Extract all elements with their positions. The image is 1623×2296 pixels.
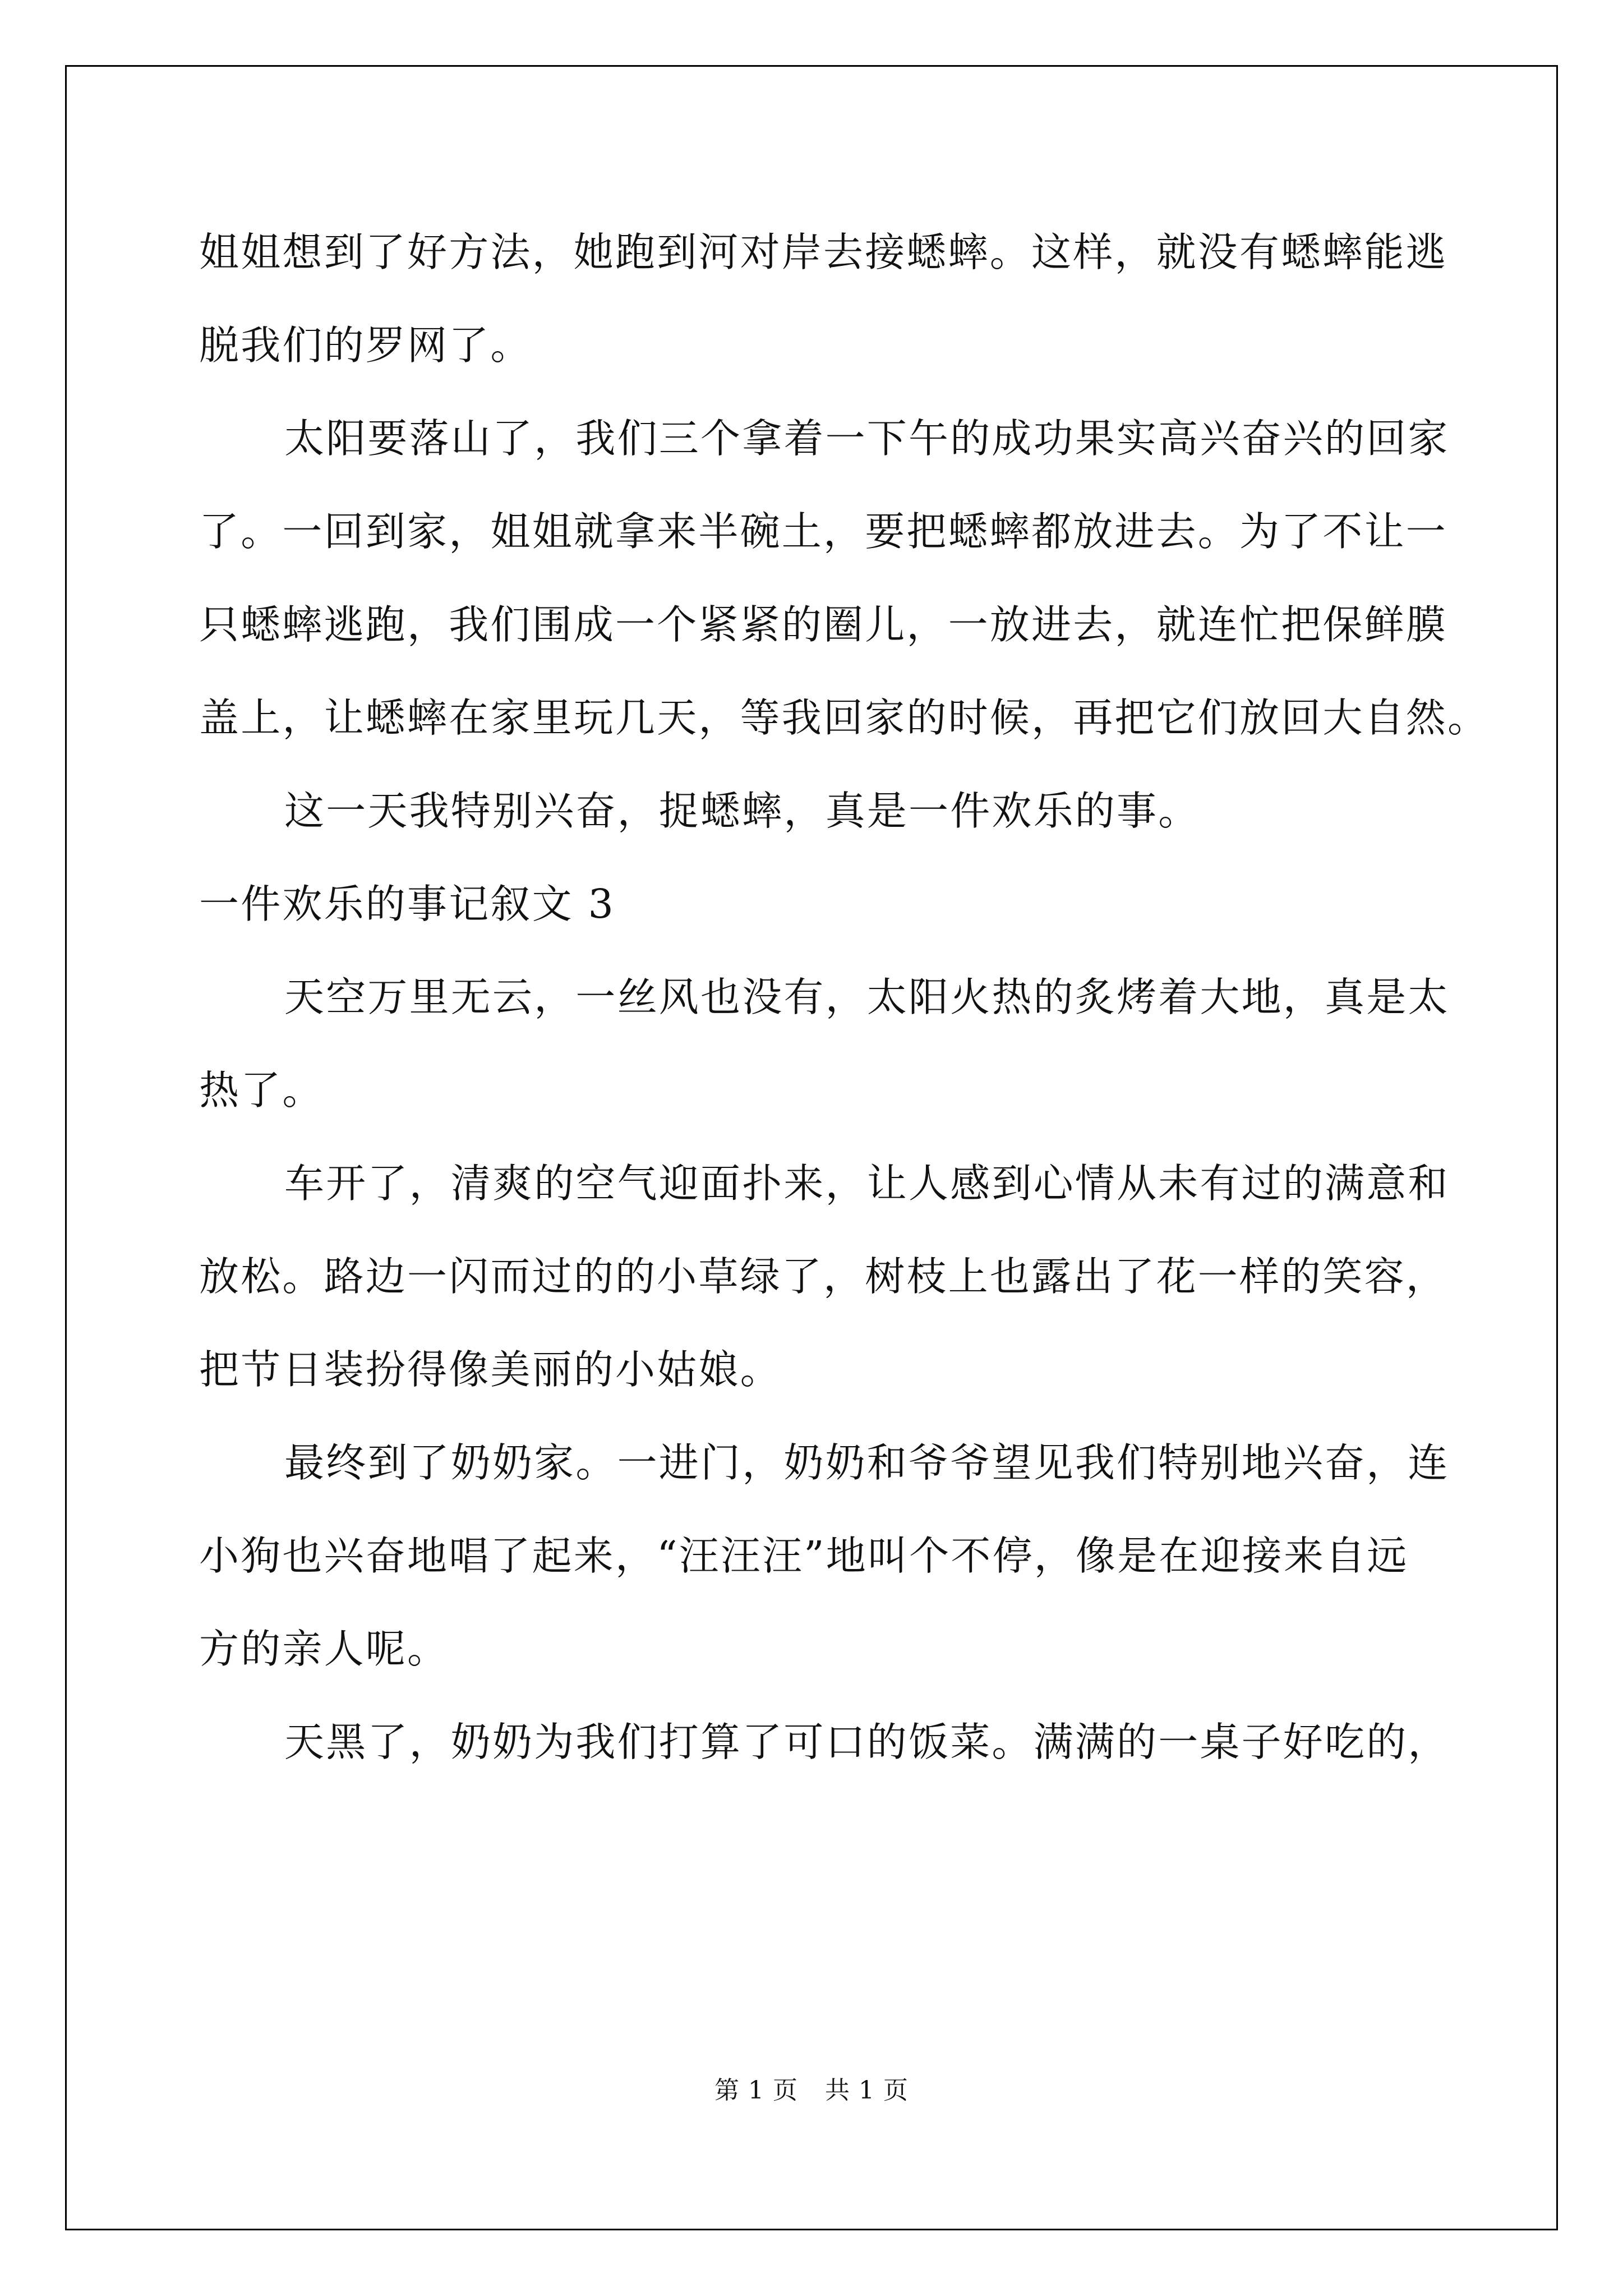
text-line: 盖上，让蟋蟀在家里玩几天，等我回家的时候，再把它们放回大自然。 [199, 694, 1490, 741]
text-line: 太阳要落山了，我们三个拿着一下午的成功果实高兴奋兴的回家 [284, 415, 1450, 462]
text-line: 天空万里无云，一丝风也没有，太阳火热的炙烤着大地，真是太 [284, 974, 1450, 1020]
text-line: 车开了，清爽的空气迎面扑来，让人感到心情从未有过的满意和 [284, 1160, 1450, 1207]
text-line: 最终到了奶奶家。一进门，奶奶和爷爷望见我们特别地兴奋，连 [284, 1439, 1450, 1486]
text-line: 把节日装扮得像美丽的小姑娘。 [199, 1346, 782, 1393]
page-footer [0, 2070, 1623, 2106]
page-number: 第 1 页 [714, 2076, 798, 2105]
text-line: 了。一回到家，姐姐就拿来半碗土，要把蟋蟀都放进去。为了不让一 [199, 508, 1448, 555]
document-body [199, 219, 1490, 1802]
text-line: 脱我们的罗网了。 [199, 322, 532, 369]
text-line: 方的亲人呢。 [199, 1626, 449, 1672]
text-line: 小狗也兴奋地唱了起来，“汪汪汪”地叫个不停，像是在迎接来自远 [199, 1533, 1409, 1579]
text-line: 姐姐想到了好方法，她跑到河对岸去接蟋蟀。这样，就没有蟋蟀能逃 [199, 229, 1448, 275]
text-line: 放松。路边一闪而过的的小草绿了，树枝上也露出了花一样的笑容， [199, 1253, 1448, 1300]
text-line: 热了。 [199, 1067, 324, 1114]
text-line: 只蟋蟀逃跑，我们围成一个紧紧的圈儿，一放进去，就连忙把保鲜膜 [199, 601, 1448, 648]
text-line: 这一天我特别兴奋，捉蟋蟀，真是一件欢乐的事。 [284, 788, 1200, 834]
page-total: 共 1 页 [825, 2076, 909, 2105]
section-heading: 一件欢乐的事记叙文 3 [199, 881, 615, 927]
text-line: 天黑了，奶奶为我们打算了可口的饭菜。满满的一桌子好吃的， [284, 1719, 1450, 1765]
